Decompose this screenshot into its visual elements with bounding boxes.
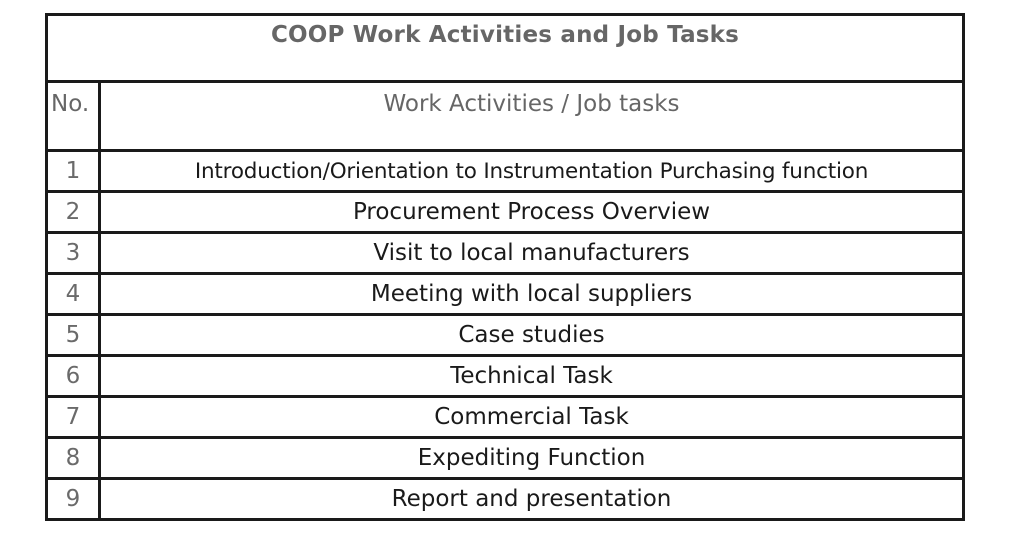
work-activities-table [45,13,965,521]
table-header-row [47,82,964,151]
row-number: 2 [47,192,100,233]
table-row [47,479,964,520]
table-title: COOP Work Activities and Job Tasks [47,15,964,82]
row-activity: Introduction/Orientation to Instrumentation Purchasing function [100,151,964,192]
table-row [47,151,964,192]
header-no: No. [47,82,100,151]
table-row [47,274,964,315]
row-number: 1 [47,151,100,192]
row-activity: Technical Task [100,356,964,397]
row-activity: Report and presentation [100,479,964,520]
table-row [47,192,964,233]
row-activity: Visit to local manufacturers [100,233,964,274]
row-number: 4 [47,274,100,315]
header-activity: Work Activities / Job tasks [100,82,964,151]
table-title-row [47,15,964,82]
table-row [47,315,964,356]
row-number: 6 [47,356,100,397]
row-number: 3 [47,233,100,274]
row-activity: Commercial Task [100,397,964,438]
row-activity: Procurement Process Overview [100,192,964,233]
row-number: 5 [47,315,100,356]
row-activity: Expediting Function [100,438,964,479]
table-row [47,397,964,438]
table-row [47,438,964,479]
row-number: 9 [47,479,100,520]
row-number: 7 [47,397,100,438]
row-activity: Case studies [100,315,964,356]
row-number: 8 [47,438,100,479]
table-row [47,233,964,274]
table-row [47,356,964,397]
row-activity: Meeting with local suppliers [100,274,964,315]
